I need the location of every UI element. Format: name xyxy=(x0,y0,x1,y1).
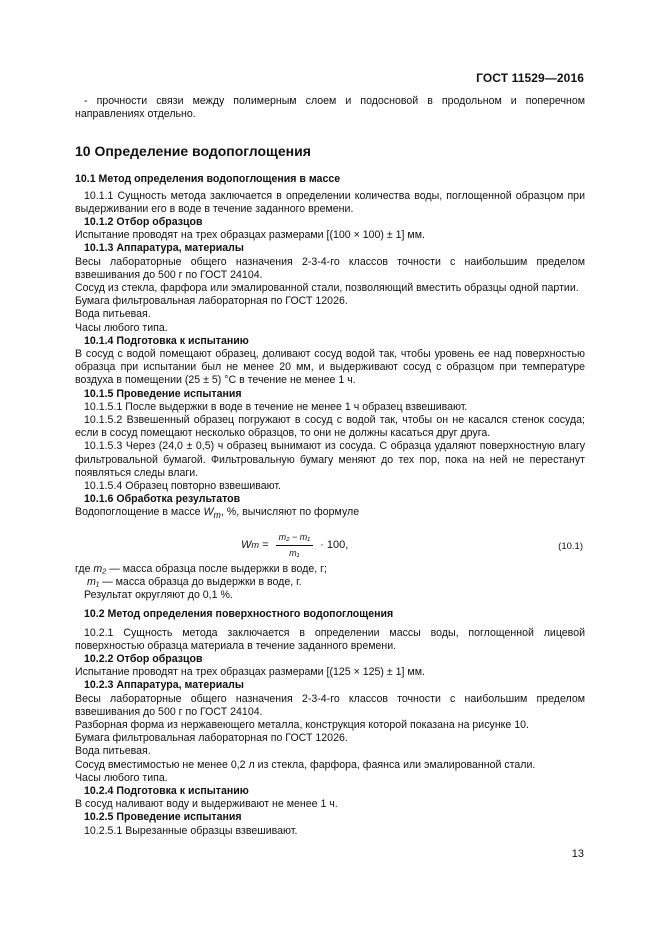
formula-intro-text: Водопоглощение в массе xyxy=(75,506,204,519)
paragraph-10-1-2: Испытание проводят на трех образцах размерами [(100 × 100) ± 1] мм. xyxy=(75,229,425,242)
formula-intro-tail: , %, вычисляют по формуле xyxy=(220,506,360,519)
heading-10-1-6: 10.1.6 Обработка результатов xyxy=(84,493,241,506)
heading-10-1-4: 10.1.4 Подготовка к испытанию xyxy=(84,334,249,347)
paragraph-10-2-3-e: Сосуд вместимостью не менее 0,2 л из стекла, фарфора, фаянса или эмалированной стали. xyxy=(75,758,536,771)
variable-w: W xyxy=(203,506,214,519)
definition-m1-text: — масса образца до выдержки в воде, г. xyxy=(99,576,302,588)
subsection-heading-10-2: 10.2 Метод определения поверхностного водопоглощения xyxy=(84,608,394,621)
heading-10-1-5: 10.1.5 Проведение испытания xyxy=(84,387,242,400)
heading-10-1-2: 10.1.2 Отбор образцов xyxy=(84,216,203,229)
subsection-heading-10-1: 10.1 Метод определения водопоглощения в массе xyxy=(75,173,341,186)
paragraph-10-1-3-e: Часы любого типа. xyxy=(75,321,168,334)
paragraph-10-2-3-f: Часы любого типа. xyxy=(75,771,168,784)
paragraph-10-2-1: 10.2.1 Сущность метода заключается в определении массы воды, поглощенной лицевой поверхностью образца материала в течение заданного времени. xyxy=(75,626,585,652)
formula-expression xyxy=(241,531,348,560)
formula-denominator: m₁ xyxy=(289,548,300,558)
heading-10-2-3: 10.2.3 Аппаратура, материалы xyxy=(84,679,244,692)
heading-10-2-4: 10.2.4 Подготовка к испытанию xyxy=(84,785,249,798)
formula-rhs: · 100, xyxy=(317,538,349,551)
paragraph-10-1-3-d: Вода питьевая. xyxy=(75,308,151,321)
paragraph-10-2-3-c: Бумага фильтровальная лабораторная по ГОСТ 12026. xyxy=(75,732,348,745)
formula-lhs-subscript: m xyxy=(251,539,260,550)
paragraph-10-2-3-a: Весы лабораторные общего назначения 2-3-4-го классов точности с наибольшим пределом взвешивания до 500 г по ГОСТ 24104. xyxy=(75,692,585,718)
paragraph-10-1-5-4: 10.1.5.4 Образец повторно взвешивают. xyxy=(84,480,281,493)
paragraph-10-1-3-b: Сосуд из стекла, фарфора или эмалированной стали, позволяющий вместить образцы одной партии. xyxy=(75,282,579,295)
definition-m1 xyxy=(75,576,585,589)
document-header: ГОСТ 11529—2016 xyxy=(476,71,584,85)
paragraph-10-2-3-b: Разборная форма из нержавеющего металла, конструкция которой показана на рисунке 10. xyxy=(75,719,529,732)
heading-10-2-5: 10.2.5 Проведение испытания xyxy=(84,811,242,824)
variable-w-subscript: m xyxy=(213,510,221,521)
paragraph-10-2-2: Испытание проводят на трех образцах размерами [(125 × 125) ± 1] мм. xyxy=(75,666,425,679)
definition-m1-var: m₁ xyxy=(87,576,100,588)
page-number: 13 xyxy=(571,848,584,860)
paragraph-10-2-4: В сосуд наливают воду и выдерживают не менее 1 ч. xyxy=(75,798,338,811)
paragraph-10-1-5-1: 10.1.5.1 После выдержки в воде в течение не менее 1 ч образец взвешивают. xyxy=(84,400,468,413)
formula-lhs: W xyxy=(241,538,252,551)
paragraph-10-1-3-c: Бумага фильтровальная лабораторная по ГОСТ 12026. xyxy=(75,295,348,308)
definition-prefix: где xyxy=(75,562,94,575)
document-body xyxy=(75,95,585,838)
formula-numerator: m₂ − m₁ xyxy=(276,531,314,546)
paragraph-10-1-5-3: 10.1.5.3 Через (24,0 ± 0,5) ч образец вынимают из сосуда. С образца удаляют поверхностную влагу фильтровальной бумагой. Фильтровальную бумагу меняют до тех пор, пока на ней не перестанут появляться следы влаги. xyxy=(75,440,585,479)
formula-definitions xyxy=(75,563,585,603)
formula-fraction xyxy=(276,531,314,560)
heading-10-2-2: 10.2.2 Отбор образцов xyxy=(84,653,203,666)
definition-m2-var: m₂ xyxy=(93,562,107,575)
paragraph-10-1-4: В сосуд с водой помещают образец, доливают сосуд водой так, чтобы уровень ее над поверхностью образца при испытании был не менее 20 мм, и выдерживают сосуд с образцом при температуре воздуха в помещении (25 ± 5) °С в течение не менее 1 ч. xyxy=(75,348,585,387)
paragraph-10-2-3-d: Вода питьевая. xyxy=(75,745,151,758)
paragraph-10-2-5-1: 10.2.5.1 Вырезанные образцы взвешивают. xyxy=(84,824,298,837)
formula-10-1 xyxy=(75,527,585,561)
formula-equals: = xyxy=(259,538,272,551)
intro-paragraph: - прочности связи между полимерным слоем и подосновой в продольном и поперечном направлениях отдельно. xyxy=(75,95,585,121)
definition-m2-text: — масса образца после выдержки в воде, г; xyxy=(106,562,327,575)
section-title: 10 Определение водопоглощения xyxy=(75,143,311,160)
paragraph-10-1-1: 10.1.1 Сущность метода заключается в определении количества воды, поглощенной образцом при выдерживании его в воде в течение заданного времени. xyxy=(75,189,585,215)
formula-number: (10.1) xyxy=(558,540,583,552)
heading-10-1-3: 10.1.3 Аппаратура, материалы xyxy=(84,242,244,255)
paragraph-10-1-3-a: Весы лабораторные общего назначения 2-3-4-го классов точности с наибольшим пределом взвешивания до 500 г по ГОСТ 24104. xyxy=(75,255,585,281)
rounding-note: Результат округляют до 0,1 %. xyxy=(84,589,233,602)
paragraph-10-1-6 xyxy=(75,506,585,522)
paragraph-10-1-5-2: 10.1.5.2 Взвешенный образец погружают в сосуд с водой так, чтобы он не касался стенок сосуда; если в сосуд помещают несколько образцов, то они не должны касаться друг друга. xyxy=(75,414,585,440)
definition-m2 xyxy=(75,563,585,576)
